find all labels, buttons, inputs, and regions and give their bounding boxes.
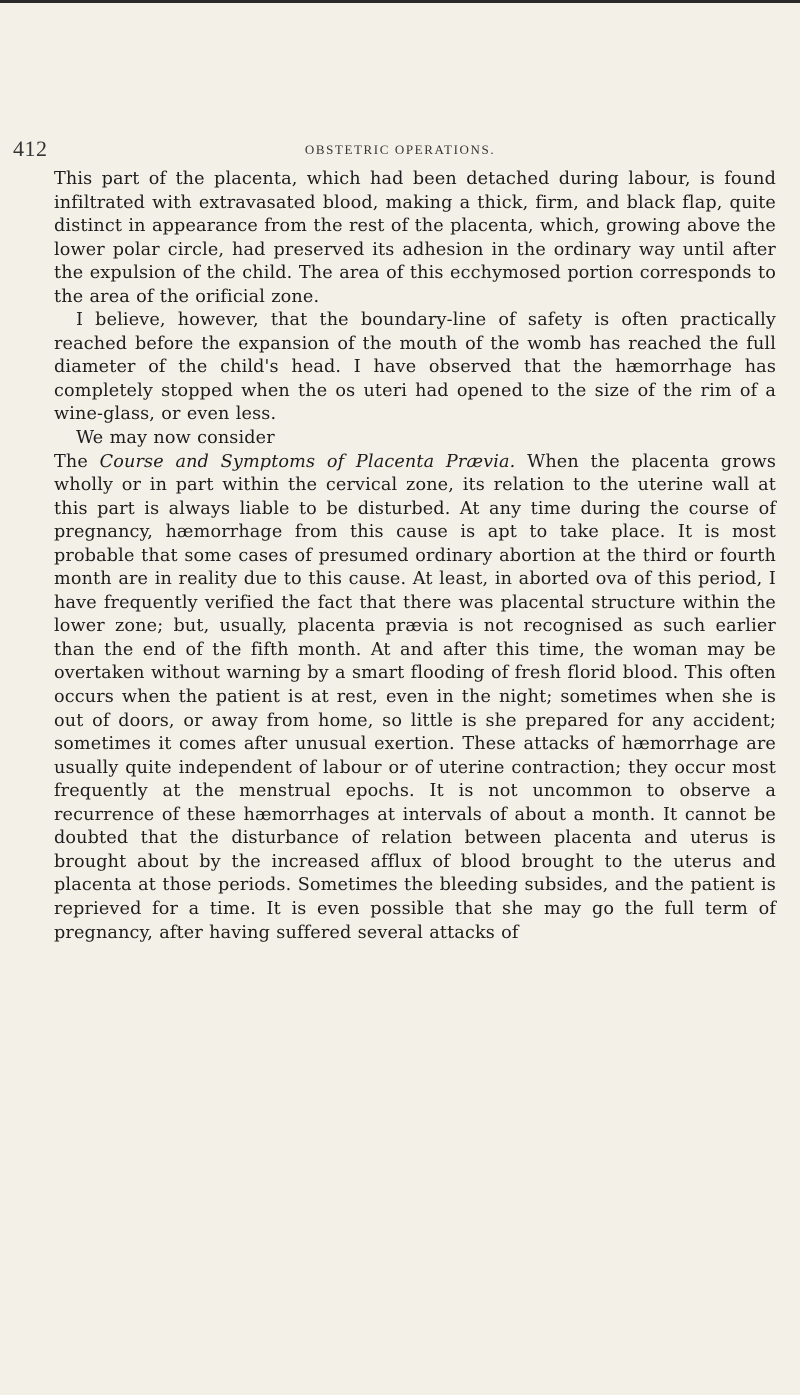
paragraph-4-lead: The xyxy=(54,451,88,472)
paragraph-2: I believe, however, that the boundary-line of safety is often practically reached before the expansion of the mouth of the womb has reached the full diameter of the child's head. I have observed that the hæmorrhage has completely stopped when the os uteri had opened to the size of the rim of a wine-glass, or even less. xyxy=(54,310,776,425)
page-header xyxy=(0,136,800,164)
body-text xyxy=(54,168,776,945)
top-edge-rule xyxy=(0,0,800,3)
page-number: 412 xyxy=(13,136,48,161)
paragraph-4-body: When the placenta grows wholly or in part within the cervical zone, its relation to the uterine wall at this part is always liable to be disturbed. At any time during the course of pregnancy, hæmorrhage from this cause is apt to take place. It is most probable that some cases of presumed ordinary abortion at the third or fourth month are in reality due to this cause. At least, in aborted ova of this period, I have frequently verified the fact that there was placental structure within the lower zone; but, usually, placenta prævia is not recognised as such earlier than the end of the fifth month. At and after this time, the woman may be overtaken without warning by a smart flooding of fresh florid blood. This often occurs when the patient is at rest, even in the night; sometimes when she is out of doors, or away from home, so little is she prepared for any accident; sometimes it comes after unusual exertion. These attacks of hæmorrhage are usually quite independent of labour or of uterine contraction; they occur most frequently at the menstrual epochs. It is not uncommon to observe a recurrence of these hæmorrhages at intervals of about a month. It cannot be doubted that the disturbance of relation between placenta and uterus is brought about by the increased afflux of blood brought to the uterus and placenta at those periods. Sometimes the bleeding subsides, and the patient is reprieved for a time. It is even possible that she may go the full term of pregnancy, after having suffered several attacks of xyxy=(54,451,776,943)
section-title-italic: Course and Symptoms of Placenta Prævia. xyxy=(99,451,516,472)
paragraph-4 xyxy=(54,451,776,945)
paragraph-3: We may now consider xyxy=(76,428,275,449)
paragraph-1: This part of the placenta, which had been detached during labour, is found infiltrated with extravasated blood, making a thick, firm, and black flap, quite distinct in appearance from the rest of the placenta, which, growing above the lower polar circle, had preserved its adhesion in the ordinary way until after the expulsion of the child. The area of this ecchymosed portion corresponds to the area of the orificial zone. xyxy=(54,169,776,307)
running-head: OBSTETRIC OPERATIONS. xyxy=(304,142,496,157)
